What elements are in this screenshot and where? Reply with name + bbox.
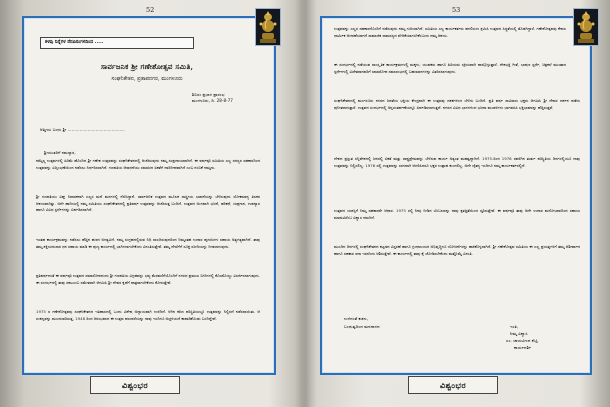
page-number-left: 52 <box>146 6 155 14</box>
paragraph-text: ದೇಶದ ಪ್ರಸ್ತುತ ಸನ್ನಿವೇಶದಲ್ಲಿ ಜನರಲ್ಲಿ ಏಕತೆ ಮತ್ತು ರಾಷ್ಟ್ರಪ್ರೇಮವನ್ನು ಬೆಳೆಸುವ ಕಾರ್ಯ ಅತ್ಯಂತ ಮಹತ್ವದ್ದಾಗಿದೆ. 1975-ರಿಂದ 1976 ರವರೆಗಿನ ತುರ್ತು ಪರಿಸ್ಥಿತಿಯ ದಿನಗಳಲ್ಲಿಯೂ ನಾವು ಉತ್ಸವವನ್ನು ನಿಲ್ಲಿಸಲಿಲ್ಲ. 1976 ರಲ್ಲಿ ಉತ್ಸವವನ್ನು ಸರಳವಾಗಿ ಆಚರಿಸಿದರೂ ಭಕ್ತರ ಉತ್ಸಾಹ ಕುಂದಲಿಲ್ಲ. ಅದೇ ಚೈತನ್ಯ ಇಂದಿಗೂ ನಮ್ಮ ಕಾರ್ಯಕರ್ತರಲ್ಲಿದೆ. <box>334 156 580 168</box>
paragraph-text: ಉತ್ಸವವನ್ನು ಎಲ್ಲರ ಸಹಕಾರದೊಂದಿಗೆ ನಡೆಸುವುದು ನಮ್ಮ ಗುರಿಯಾಗಿದೆ. ಸಮಿತಿಯ ಎಲ್ಲ ಕಾರ್ಯಕರ್ತರು ಹಗಲಿರುಳು ಶ್ರಮಿಸಿ ಉತ್ಸವದ ಸಿದ್ಧತೆಯಲ್ಲಿ ತೊಡಗಿದ್ದಾರೆ. ಗಣೇಶೋತ್ಸವವು ಕೇವಲ ಧಾರ್ಮಿಕ ಆಚರಣೆಯಾಗದೆ ಸಾಮಾಜಿಕ ಸಾಮರಸ್ಯದ ವೇದಿಕೆಯಾಗಬೇಕೆಂಬುದು ನಮ್ಮ ಆಶಯ. <box>334 26 566 38</box>
paragraph-text: ಪ್ರತಿವರ್ಷದಂತೆ ಈ ವರ್ಷವೂ ಉತ್ಸವದ ಸಮಾರೋಪದಂದು ಶ್ರೀ ಗಣಪತಿಯ ವಿಗ್ರಹವನ್ನು ಭವ್ಯ ಮೆರವಣಿಗೆಯೊಂದಿಗೆ ನಗರದ ಪ್ರಮುಖ ಬೀದಿಗಳಲ್ಲಿ ಕೊಂಡೊಯ್ದು ವಿಸರ್ಜಿಸಲಾಗುವುದು. ಈ ಸಂದರ್ಭದಲ್ಲಿ ತಾವು ಸಕುಟುಂಬ ಸಮೇತರಾಗಿ ಆಗಮಿಸಿ ಶ್ರೀ ದೇವರ ಕೃಪೆಗೆ ಪಾತ್ರರಾಗಬೇಕೆಂದು ಕೋರುತ್ತೇವೆ. <box>36 273 260 285</box>
paragraph-text: ಸಂಘನಿಕೇತನದಲ್ಲಿ ಮಂಗಳೂರು ನಗರದ ಜನತೆಯ ಭಕ್ತಿಯ ಕೇಂದ್ರವಾಗಿ ಈ ಉತ್ಸವವು ದಶಕಗಳಿಂದ ಬೆಳೆದು ಬಂದಿದೆ. ಪ್ರತಿ ವರ್ಷ ಸಾವಿರಾರು ಭಕ್ತರು ಆಗಮಿಸಿ ಶ್ರೀ ದೇವರ ದರ್ಶನ ಪಡೆದು ಪುನೀತರಾಗುತ್ತಾರೆ. ಉತ್ಸವದ ಸಂದರ್ಭದಲ್ಲಿ ಅನ್ನಸಂತರ್ಪಣೆಯನ್ನೂ ಏರ್ಪಡಿಸಲಾಗುತ್ತದೆ. ನಗರದ ವಿವಿಧ ಭಾಗಗಳಿಂದ ಭಜನಾ ಮಂಡಳಿಗಳು ಭಾಗವಹಿಸಿ ಭಕ್ತಿಭಾವವನ್ನು ಹೆಚ್ಚಿಸುತ್ತವೆ. <box>334 98 580 110</box>
paragraph-text: 1975 ರ ಗಣೇಶೋತ್ಸವವು ಸಂಘನಿಕೇತನದ ಇತಿಹಾಸದಲ್ಲಿ ಒಂದು ವಿಶೇಷ ಅಧ್ಯಾಯವಾಗಿ ಉಳಿದಿದೆ. ಆಗಿನ ಕಠಿಣ ಪರಿಸ್ಥಿತಿಯಲ್ಲೂ ಉತ್ಸವವನ್ನು ನಿಲ್ಲಿಸದೆ ನಡೆಸಲಾಯಿತು. ಆ ಸಂಕಲ್ಪವನ್ನು ಮುಂದುವರಿಸುತ್ತ, 1948 ರಿಂದ ಆರಂಭವಾದ ಈ ಉತ್ಸವ ಪರಂಪರೆಯನ್ನು ನಾವು ಇಂದಿಗೂ ಅಚ್ಚಳಿಯದೆ ಕಾಪಾಡಿಕೊಂಡು ಬಂದಿದ್ದೇವೆ. <box>36 309 260 321</box>
closing-regards: ಉಳಿದಂತೆ ಕುಶಲ, <box>344 316 368 321</box>
signatory-title: ಕಾರ್ಯದರ್ಶಿ <box>514 345 532 350</box>
right-paragraph-4 <box>334 156 580 203</box>
letter-recipient: ಆತ್ಮೀಯ ಬಂಧು ಶ್ರೀ ........................................... <box>40 127 125 132</box>
right-paragraph-6 <box>334 244 580 284</box>
right-paragraph-3 <box>334 98 580 151</box>
left-paragraph-3 <box>36 237 260 270</box>
right-paragraph-5 <box>334 208 580 241</box>
letterhead <box>22 62 272 83</box>
right-paragraph-2 <box>334 62 566 95</box>
letter-banner: ಕಳವು ನಿನ್ನೆಗಳ ನೆನಪಿನಂಗಳದಿಂದ ..... <box>40 37 194 49</box>
letter-salutation: ಶ್ರೀಯುತರಿಗೆ ನಮಸ್ಕಾರ, <box>44 150 76 155</box>
page-number-right: 53 <box>452 6 461 14</box>
letter-place: ಶಿಬಿರಂ ಪ್ರಭಾಗ ಪ್ರಾರಂಭ <box>192 92 225 97</box>
paragraph-text: ಶ್ರೀ ಗಣಪತಿಯು ವಿಘ್ನ ನಿವಾರಕನಾಗಿ ಎಲ್ಲರ ಮನೆ ಮನಗಳಲ್ಲಿ ನೆಲೆಸಿದ್ದಾನೆ. ಸಾರ್ವಜನಿಕ ಉತ್ಸವದ ಮೂಲಕ ರಾಷ್ಟ್ರೀಯ ಭಾವನೆಯನ್ನು ಬೆಳೆಸುವುದು ಲೋಕಮಾನ್ಯ ತಿಲಕರ ಆಶಯವಾಗಿತ್ತು. ಅದೇ ಹಾದಿಯಲ್ಲಿ ನಮ್ಮ ಸಮಿತಿಯು ಸಂಘನಿಕೇತನದಲ್ಲಿ ಪ್ರತಿವರ್ಷ ಉತ್ಸವವನ್ನು ಆಚರಿಸುತ್ತ ಬಂದಿದೆ. ಉತ್ಸವದ ಅಂಗವಾಗಿ ಭಜನೆ, ಹರಿಕಥೆ, ಯಕ್ಷಗಾನ, ಉಪನ್ಯಾಸ ಹಾಗೂ ವಿವಿಧ ಸ್ಪರ್ಧೆಗಳನ್ನು ಏರ್ಪಡಿಸಲಾಗಿದೆ. <box>36 194 260 213</box>
left-paragraph-1 <box>36 158 260 191</box>
book-gutter <box>295 0 317 407</box>
right-paragraph-1 <box>334 26 566 59</box>
signoff-yours: ನಿಮ್ಮ ವಿಶ್ವಾಸಿ <box>510 331 528 336</box>
footer-masthead-left: ವಿಶ್ವಂಭರ <box>90 376 180 394</box>
left-paragraph-4 <box>36 273 260 306</box>
ganesha-idol-icon <box>573 8 599 46</box>
organization-name: ಸಾರ್ವಜನಿಕ ಶ್ರೀ ಗಣೇಶೋತ್ಸವ ಸಮಿತಿ, <box>100 62 194 71</box>
letter-date: ಮಂಗಳೂರು, ದಿ. 28-8-77 <box>192 98 233 103</box>
paragraph-text: ಉತ್ಸವದ ಯಶಸ್ಸಿಗೆ ನಿಮ್ಮ ಸಹಕಾರವೇ ಆಧಾರ. 1975 ರಲ್ಲಿ ನೀವು ನೀಡಿದ ಬೆಂಬಲವನ್ನು ನಾವು ಕೃತಜ್ಞತೆಯಿಂದ ಸ್ಮರಿಸುತ್ತೇವೆ. ಈ ವರ್ಷವೂ ತಾವು ಅದೇ ಉದಾರ ಮನೋಭಾವದಿಂದ ಸಹಾಯ ಮಾಡುವಿರೆಂಬ ವಿಶ್ವಾಸ ನಮಗಿದೆ. <box>334 208 580 220</box>
organization-address: ಸಂಘನಿಕೇತನ, ಪ್ರತಾಪನಗರ, ಮಂಗಳೂರು <box>111 76 183 82</box>
signatory-name: ಎಂ. ಜಾಯವೀಂದ ಶೆಟ್ಟಿ, <box>506 338 539 343</box>
left-paragraph-5 <box>36 309 260 349</box>
paragraph-text: ನಮ್ಮೆಲ್ಲ ಉತ್ಸವಗಳಲ್ಲಿ ಹಿರಿಮೆ ಹೊಂದಿದ ಶ್ರೀ ಗಣೇಶ ಉತ್ಸವವನ್ನು ಸಂಘನಿಕೇತನದಲ್ಲಿ ಆಚರಿಸುವುದು ನಮ್ಮ ಸಂಪ್ರದಾಯವಾಗಿದೆ. ಈ ವರ್ಷವೂ ಸಮಿತಿಯ ಎಲ್ಲ ಸದಸ್ಯರ ಸಹಕಾರದಿಂದ ಉತ್ಸವವನ್ನು ವಿಜೃಂಭಣೆಯಿಂದ ನಡೆಸಲು ನಿರ್ಧರಿಸಲಾಗಿದೆ. ಗಣಪತಿಯ ಆರಾಧನೆಯು ಸಮಾಜದ ಏಕತೆಗೆ ದಾರಿದೀಪವಾಗಿದೆ ಎಂಬ ನಂಬಿಕೆ ನಮ್ಮದು. <box>36 158 260 170</box>
footer-masthead-right: ವಿಶ್ವಂಭರ <box>408 376 498 394</box>
paragraph-text: ಮುಂದಿನ ದಿನಗಳಲ್ಲಿ ಸಂಘನಿಕೇತನದ ಕಟ್ಟಡದ ವಿಸ್ತರಣೆ ಹಾಗೂ ಗ್ರಂಥಾಲಯದ ಅಭಿವೃದ್ಧಿಗೂ ಯೋಜನೆಗಳನ್ನು ಹಾಕಿಕೊಳ್ಳಲಾಗಿದೆ. ಶ್ರೀ ಗಣೇಶೋತ್ಸವ ಸಮಿತಿಯ ಈ ಎಲ್ಲ ಪ್ರಯತ್ನಗಳಿಗೆ ತಮ್ಮ ಆಶೀರ್ವಾದ ಹಾಗೂ ಸಹಕಾರ ಸದಾ ಇರಲೆಂದು ಆಶಿಸುತ್ತೇವೆ. ಈ ಕಾರ್ಯದಲ್ಲಿ ತಾವು ಕೈ ಜೋಡಿಸಬೇಕೆಂದು ಮತ್ತೊಮ್ಮೆ ವಿನಂತಿ. <box>334 244 580 256</box>
paragraph-text: ಈ ಸಂದರ್ಭದಲ್ಲಿ ನಡೆಯುವ ಸಾಂಸ್ಕೃತಿಕ ಕಾರ್ಯಕ್ರಮಗಳಲ್ಲಿ ಮಕ್ಕಳು, ಯುವಕರು ಹಾಗೂ ಹಿರಿಯರು ಸಕ್ರಿಯವಾಗಿ ಪಾಲ್ಗೊಳ್ಳುತ್ತಾರೆ. ದೇಶಭಕ್ತಿ ಗೀತೆ, ಭಾಷಣ ಸ್ಪರ್ಧೆ, ಚಿತ್ರಕಲೆ ಮುಂತಾದ ಸ್ಪರ್ಧೆಗಳಲ್ಲಿ ವಿಜೇತರಾದವರಿಗೆ ಸಮಾರೋಪ ಸಮಾರಂಭದಲ್ಲಿ ಬಹುಮಾನಗಳನ್ನು ವಿತರಿಸಲಾಗುವುದು. <box>334 62 566 74</box>
paragraph-text: ಇಂತಹ ಕಾರ್ಯಕ್ರಮವನ್ನು ನಡೆಸಲು ಹೆಚ್ಚಿನ ಹಣದ ಅಗತ್ಯವಿದೆ. ನಮ್ಮ ಸಂಗ್ರಹದಲ್ಲಿರುವ ನಿಧಿ ಸಾಲದಿರುವುದರಿಂದ ನಿಮ್ಮಂತಹ ಉದಾರ ಹೃದಯಿಗಳ ಸಹಾಯ ಅತ್ಯಗತ್ಯವಾಗಿದೆ. ತಾವು ತಮ್ಮ ಶಕ್ತಿಯನುಸಾರ ಧನ ಸಹಾಯ ಮಾಡಿ ಈ ಪುಣ್ಯ ಕಾರ್ಯದಲ್ಲಿ ಭಾಗಿಗಳಾಗಬೇಕೆಂದು ವಿನಂತಿಸುತ್ತೇವೆ. ತಮ್ಮ ದೇಣಿಗೆಗೆ ಸೂಕ್ತ ರಸೀದಿಯನ್ನು ನೀಡಲಾಗುವುದು. <box>36 237 260 249</box>
left-paragraph-2 <box>36 194 260 234</box>
signoff: ಇಂತಿ, <box>510 324 519 329</box>
ganesha-idol-icon <box>255 8 281 46</box>
closing-line: ಬಂಧುತ್ವದಿಂದ ಮನದಾಳದ <box>344 324 380 329</box>
